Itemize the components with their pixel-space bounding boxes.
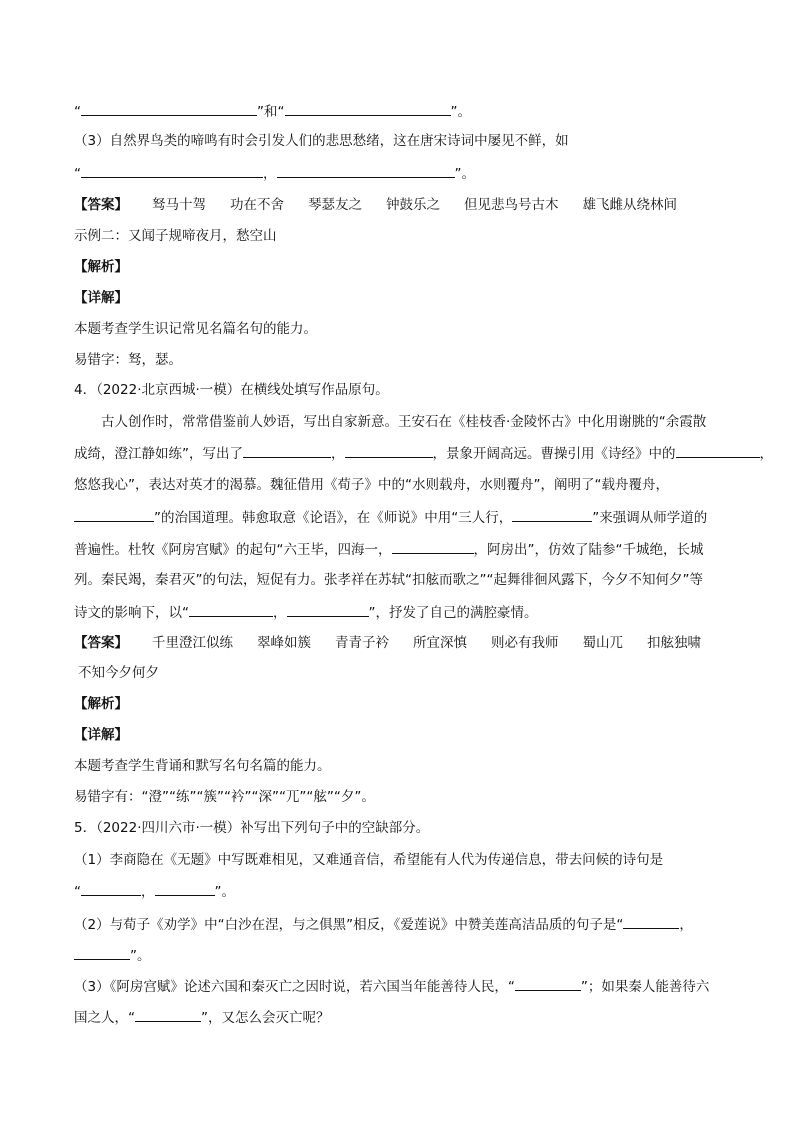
text: ”的治国道理。韩愈取意《论语》，在《师说》中用“三人行， <box>154 510 513 526</box>
text: ， <box>679 917 693 933</box>
blank <box>81 163 263 178</box>
fill-line <box>74 945 151 966</box>
answer-item: 功在不舍 <box>230 197 284 213</box>
text: ”，又怎么会灭亡呢？ <box>201 1010 330 1026</box>
detail-text: 本题考查学生背诵和默写名句名篇的能力。 <box>74 758 331 774</box>
fill-line-b <box>74 163 475 184</box>
detail-label: 【详解】 <box>74 727 128 743</box>
blank <box>243 443 331 458</box>
comma: ， <box>263 166 277 182</box>
answer-row <box>74 195 677 215</box>
text: ”来强调从师学道的 <box>592 510 708 526</box>
text: （2）与荀子《劝学》中“白沙在涅，与之俱黑”相反，《爱莲说》中赞美莲高洁品质的句子是“ <box>74 917 624 933</box>
text: ， <box>273 605 287 621</box>
blank <box>81 101 257 116</box>
blank <box>74 507 154 522</box>
answer-item: 所宜深慎 <box>413 635 467 651</box>
text: 成绮，澄江静如练”，写出了 <box>74 446 243 462</box>
fill-line <box>74 1007 330 1028</box>
comma: ， <box>141 884 155 900</box>
typo-text: 易错字：驽，瑟。 <box>74 352 182 368</box>
answer-label: 【答案】 <box>74 635 128 651</box>
blank <box>392 539 474 554</box>
blank <box>277 163 455 178</box>
sub-question-3 <box>74 976 709 997</box>
text: ，景象开阔高远。曹操引用《诗经》中的 <box>432 446 676 462</box>
answer-item: 不知今夕何夕 <box>78 665 159 681</box>
text: （3）《阿房宫赋》论述六国和秦灭亡之因时说，若六国当年能善待人民，“ <box>74 979 515 995</box>
text: ”。 <box>130 948 151 964</box>
answer-example: 示例二：又闻子规啼夜月，愁空山 <box>74 228 277 244</box>
blank <box>189 602 273 617</box>
answer-item: 青青子衿 <box>335 635 389 651</box>
answer-item: 雄飞雌从绕林间 <box>582 197 677 213</box>
answer-item: 琴瑟友之 <box>308 197 362 213</box>
blank <box>512 507 592 522</box>
text: ， <box>759 446 773 462</box>
answer-item: 蜀山兀 <box>582 635 623 651</box>
blank <box>155 881 215 896</box>
q4-paragraph-line <box>74 539 704 560</box>
answer-row <box>74 633 701 653</box>
blank <box>135 1007 201 1022</box>
answer-item: 驽马十驾 <box>152 197 206 213</box>
blank <box>74 945 130 960</box>
quote-end: ”。 <box>454 166 475 182</box>
detail-label: 【详解】 <box>74 290 128 306</box>
fill-line <box>74 881 235 902</box>
q4-paragraph-line <box>74 507 707 528</box>
answer-label: 【答案】 <box>74 197 128 213</box>
question-4-title: 4．（2022·北京西城·一模）在横线处填写作品原句。 <box>74 382 389 398</box>
q4-paragraph-line <box>74 443 773 464</box>
blank <box>285 101 451 116</box>
blank <box>287 602 369 617</box>
text: ，阿房出”，仿效了陆参“千城绝，长城 <box>473 542 704 558</box>
blank <box>345 443 433 458</box>
detail-text: 本题考查学生识记常见名篇名句的能力。 <box>74 321 317 337</box>
sub-question-2 <box>74 914 693 935</box>
answer-item: 但见悲鸟号古木 <box>464 197 559 213</box>
text: ”，抒发了自己的满腔豪情。 <box>368 605 538 621</box>
quote-mid: ”和“ <box>257 104 285 120</box>
quote-open: “ <box>74 884 81 900</box>
quote-open: “ <box>74 166 81 182</box>
analysis-label: 【解析】 <box>74 696 128 712</box>
typo-text: 易错字有：“澄”“练”“簇”“衿”“深”“兀”“舷”“夕”。 <box>74 789 375 805</box>
blank <box>515 976 581 991</box>
q4-paragraph-line: 悠悠我心”，表达对英才的渴慕。魏征借用《荀子》中的“水则载舟，水则覆舟”，阐明了“载舟覆舟， <box>74 477 669 493</box>
sub-question-1: （1）李商隐在《无题》中写既难相见，又难通音信，希望能有人代为传递信息，带去问候的诗句是 <box>74 852 664 868</box>
answer-item: 则必有我师 <box>491 635 559 651</box>
text: 诗文的影响下，以“ <box>74 605 189 621</box>
answer-item: 千里澄江似练 <box>152 635 233 651</box>
text: 普遍性。杜牧《阿房宫赋》的起句“六王毕，四海一， <box>74 542 392 558</box>
blank <box>81 881 141 896</box>
text: 国之人，“ <box>74 1010 135 1026</box>
analysis-label: 【解析】 <box>74 259 128 275</box>
fill-line-a <box>74 101 471 122</box>
answer-item: 钟鼓乐之 <box>386 197 440 213</box>
sub-question-3: （3）自然界鸟类的啼鸣有时会引发人们的悲思愁绪，这在唐宋诗词中屡见不鲜，如 <box>74 133 569 149</box>
q4-paragraph-line: 列。秦民竭，秦君灭”的句法，短促有力。张孝祥在苏轼“扣舷而歌之”“起舞徘徊风露下，今夕不知何夕”等 <box>74 572 703 588</box>
blank <box>623 914 679 929</box>
answer-item: 扣舷独啸 <box>647 635 701 651</box>
text: ”；如果秦人能善待六 <box>580 979 710 995</box>
text: ， <box>331 446 345 462</box>
question-5-title: 5．（2022·四川六市·一模）补写出下列句子中的空缺部分。 <box>74 820 430 836</box>
q4-paragraph-line <box>74 602 538 623</box>
quote-open: “ <box>74 104 81 120</box>
quote-end: ”。 <box>450 104 471 120</box>
blank <box>676 443 760 458</box>
answer-item: 翠峰如簇 <box>257 635 311 651</box>
q4-paragraph-line: 古人创作时，常常借鉴前人妙语，写出自家新意。王安石在《桂枝香·金陵怀古》中化用谢朓的“余霞散 <box>101 414 707 430</box>
quote-end: ”。 <box>214 884 235 900</box>
